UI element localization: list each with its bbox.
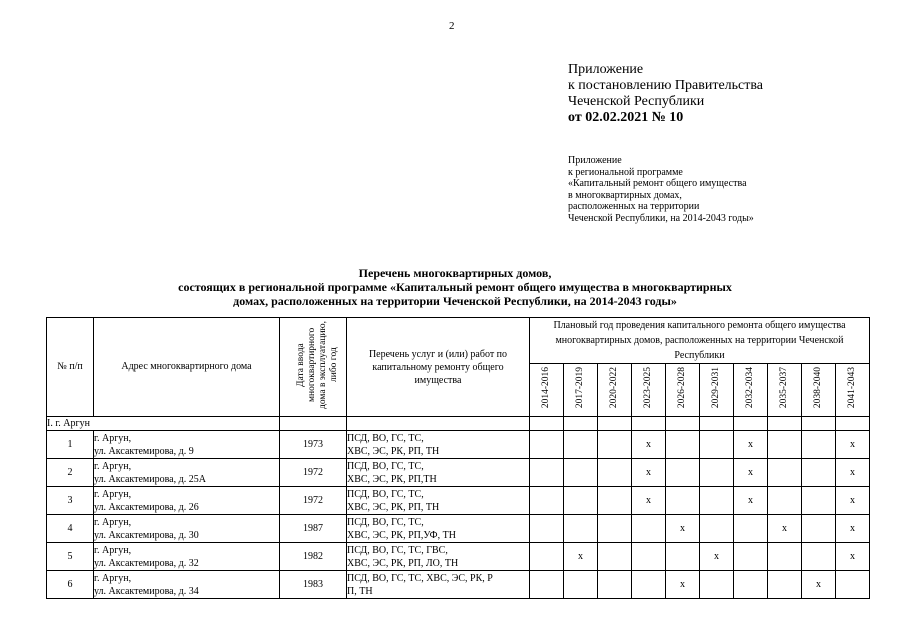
period-mark: x — [836, 515, 870, 543]
period-mark — [700, 487, 734, 515]
period-mark — [666, 543, 700, 571]
appendix-line: Чеченской Республики — [568, 94, 705, 109]
period-mark — [768, 571, 802, 599]
address-line: г. Аргун, — [94, 488, 132, 500]
period-label: 2023-2025 — [643, 367, 653, 409]
works-line: ПСД, ВО, ГС, ТС, — [347, 432, 424, 444]
period-mark — [530, 487, 564, 515]
table-row — [47, 571, 870, 599]
address-line: ул. Аксактемирова, д. 34 — [94, 585, 199, 597]
row-year: 1972 — [280, 487, 347, 515]
period-header — [802, 364, 836, 417]
period-mark — [632, 571, 666, 599]
row-year: 1973 — [280, 431, 347, 459]
period-mark: x — [836, 543, 870, 571]
header-planned-year: Плановый год проведения капитального ремонта общего имущества многоквартирных домов, расположенных на территории Чеченской Республики — [530, 318, 870, 364]
program-note-line: в многоквартирных домах, — [568, 189, 682, 201]
row-number: 5 — [47, 543, 94, 571]
period-mark: x — [700, 543, 734, 571]
empty-cell — [347, 417, 530, 431]
row-works — [347, 487, 530, 515]
address-line: ул. Аксактемирова, д. 30 — [94, 529, 199, 541]
period-header — [530, 364, 564, 417]
row-year: 1983 — [280, 571, 347, 599]
table-row — [47, 543, 870, 571]
period-mark — [768, 459, 802, 487]
period-mark — [632, 543, 666, 571]
period-mark — [734, 543, 768, 571]
period-label: 2017-2019 — [575, 367, 585, 409]
period-mark: x — [734, 459, 768, 487]
period-mark — [598, 431, 632, 459]
title-line: Перечень многоквартирных домов, — [358, 266, 552, 280]
works-line: ХВС, ЭС, РК, РП, ТН — [347, 501, 440, 513]
period-mark — [768, 431, 802, 459]
program-note-line: к региональной программе — [568, 166, 683, 178]
period-label: 2038-2040 — [813, 367, 823, 409]
header-number: № п/п — [47, 318, 94, 417]
row-number: 2 — [47, 459, 94, 487]
row-address — [94, 543, 280, 571]
program-note-line: расположенных на территории — [568, 201, 700, 212]
period-mark — [598, 515, 632, 543]
period-mark — [598, 543, 632, 571]
period-mark — [836, 571, 870, 599]
table-row — [47, 431, 870, 459]
program-note-line: «Капитальный ремонт общего имущества — [568, 178, 747, 189]
header-works: Перечень услуг и (или) работ по капитальному ремонту общего имущества — [347, 318, 530, 417]
period-mark — [632, 515, 666, 543]
period-mark — [564, 459, 598, 487]
period-mark — [768, 487, 802, 515]
works-line: ПСД, ВО, ГС, ТС, — [347, 516, 424, 528]
period-mark — [598, 571, 632, 599]
period-header — [768, 364, 802, 417]
period-label: 2026-2028 — [677, 367, 687, 409]
row-year: 1982 — [280, 543, 347, 571]
period-label: 2041-2043 — [847, 367, 857, 409]
period-mark — [734, 515, 768, 543]
title-line: домах, расположенных на территории Чеченской Республики, на 2014-2043 годы» — [233, 294, 677, 308]
page-number: 2 — [449, 20, 455, 32]
period-mark: x — [666, 515, 700, 543]
period-header — [700, 364, 734, 417]
period-mark — [598, 459, 632, 487]
address-line: ул. Аксактемирова, д. 26 — [94, 501, 199, 513]
row-works — [347, 515, 530, 543]
period-label: 2035-2037 — [779, 367, 789, 409]
program-appendix-note — [568, 155, 754, 224]
program-note-line: Чеченской Республики, на 2014-2043 годы» — [568, 212, 754, 224]
table-row — [47, 459, 870, 487]
period-mark — [564, 487, 598, 515]
decree-date-number: от 02.02.2021 № 10 — [568, 110, 684, 125]
period-mark: x — [734, 487, 768, 515]
period-mark: x — [564, 543, 598, 571]
row-address — [94, 459, 280, 487]
row-address — [94, 515, 280, 543]
works-line: ХВС, ЭС, РК, РП,УФ, ТН — [347, 529, 456, 541]
buildings-table — [46, 317, 870, 599]
row-year: 1972 — [280, 459, 347, 487]
program-note-line: Приложение — [568, 155, 622, 166]
row-address — [94, 571, 280, 599]
period-label: 2020-2022 — [609, 367, 619, 409]
address-line: г. Аргун, — [94, 432, 132, 444]
period-label: 2029-2031 — [711, 367, 721, 409]
period-mark — [564, 515, 598, 543]
period-mark: x — [836, 459, 870, 487]
period-header — [598, 364, 632, 417]
document-title — [90, 266, 820, 308]
period-mark: x — [836, 431, 870, 459]
works-line: ПСД, ВО, ГС, ТС, ХВС, ЭС, РК, Р — [347, 572, 493, 584]
period-mark — [802, 431, 836, 459]
period-mark — [802, 459, 836, 487]
address-line: г. Аргун, — [94, 572, 132, 584]
period-mark — [700, 431, 734, 459]
appendix-line: Приложение — [568, 62, 644, 77]
period-mark: x — [836, 487, 870, 515]
period-mark — [564, 571, 598, 599]
period-header — [666, 364, 700, 417]
period-mark: x — [734, 431, 768, 459]
table-row — [47, 515, 870, 543]
works-line: ПСД, ВО, ГС, ТС, — [347, 460, 424, 472]
works-line: П, ТН — [347, 585, 373, 597]
period-header — [632, 364, 666, 417]
row-year: 1987 — [280, 515, 347, 543]
works-line: ХВС, ЭС, РК, РП, ТН — [347, 445, 440, 457]
period-mark — [734, 571, 768, 599]
period-mark: x — [632, 459, 666, 487]
header-commission-date — [280, 318, 347, 417]
period-mark — [530, 543, 564, 571]
period-mark — [700, 459, 734, 487]
section-row — [47, 417, 870, 431]
period-mark — [530, 459, 564, 487]
works-line: ХВС, ЭС, РК, РП,ТН — [347, 473, 437, 485]
period-mark — [802, 487, 836, 515]
period-mark: x — [666, 571, 700, 599]
period-mark — [700, 515, 734, 543]
row-address — [94, 487, 280, 515]
row-number: 6 — [47, 571, 94, 599]
header-address: Адрес многоквартирного дома — [94, 318, 280, 417]
period-mark — [666, 431, 700, 459]
period-mark — [598, 487, 632, 515]
table-row — [47, 487, 870, 515]
period-mark: x — [632, 431, 666, 459]
period-mark: x — [802, 571, 836, 599]
empty-cell — [280, 417, 347, 431]
section-title: I. г. Аргун — [47, 417, 280, 431]
period-mark — [530, 515, 564, 543]
row-number: 3 — [47, 487, 94, 515]
row-works — [347, 543, 530, 571]
address-line: ул. Аксактемирова, д. 25А — [94, 473, 206, 485]
period-mark — [666, 487, 700, 515]
period-header — [734, 364, 768, 417]
address-line: ул. Аксактемирова, д. 32 — [94, 557, 199, 569]
address-line: г. Аргун, — [94, 516, 132, 528]
table-body — [47, 417, 870, 599]
period-mark — [564, 431, 598, 459]
row-works — [347, 431, 530, 459]
header-commission-date-text: Дата ввода многоквартирного дома в эксплуатацию, либо год — [296, 320, 339, 410]
period-header — [836, 364, 870, 417]
period-mark — [530, 571, 564, 599]
row-address — [94, 431, 280, 459]
period-mark — [768, 543, 802, 571]
row-number: 4 — [47, 515, 94, 543]
title-line: состоящих в региональной программе «Капитальный ремонт общего имущества в многоквартирных — [178, 280, 732, 294]
row-works — [347, 459, 530, 487]
period-label: 2014-2016 — [541, 367, 551, 409]
period-mark: x — [632, 487, 666, 515]
period-header — [564, 364, 598, 417]
address-line: г. Аргун, — [94, 544, 132, 556]
row-works — [347, 571, 530, 599]
period-mark — [700, 571, 734, 599]
period-mark — [802, 543, 836, 571]
period-mark: x — [768, 515, 802, 543]
period-label: 2032-2034 — [745, 367, 755, 409]
appendix-header — [568, 62, 763, 126]
address-line: ул. Аксактемирова, д. 9 — [94, 445, 194, 457]
row-number: 1 — [47, 431, 94, 459]
period-mark — [530, 431, 564, 459]
address-line: г. Аргун, — [94, 460, 132, 472]
appendix-line: к постановлению Правительства — [568, 78, 764, 93]
period-mark — [666, 459, 700, 487]
period-mark — [802, 515, 836, 543]
works-line: ПСД, ВО, ГС, ТС, ГВС, — [347, 544, 448, 556]
works-line: ХВС, ЭС, РК, РП, ЛО, ТН — [347, 557, 459, 569]
works-line: ПСД, ВО, ГС, ТС, — [347, 488, 424, 500]
